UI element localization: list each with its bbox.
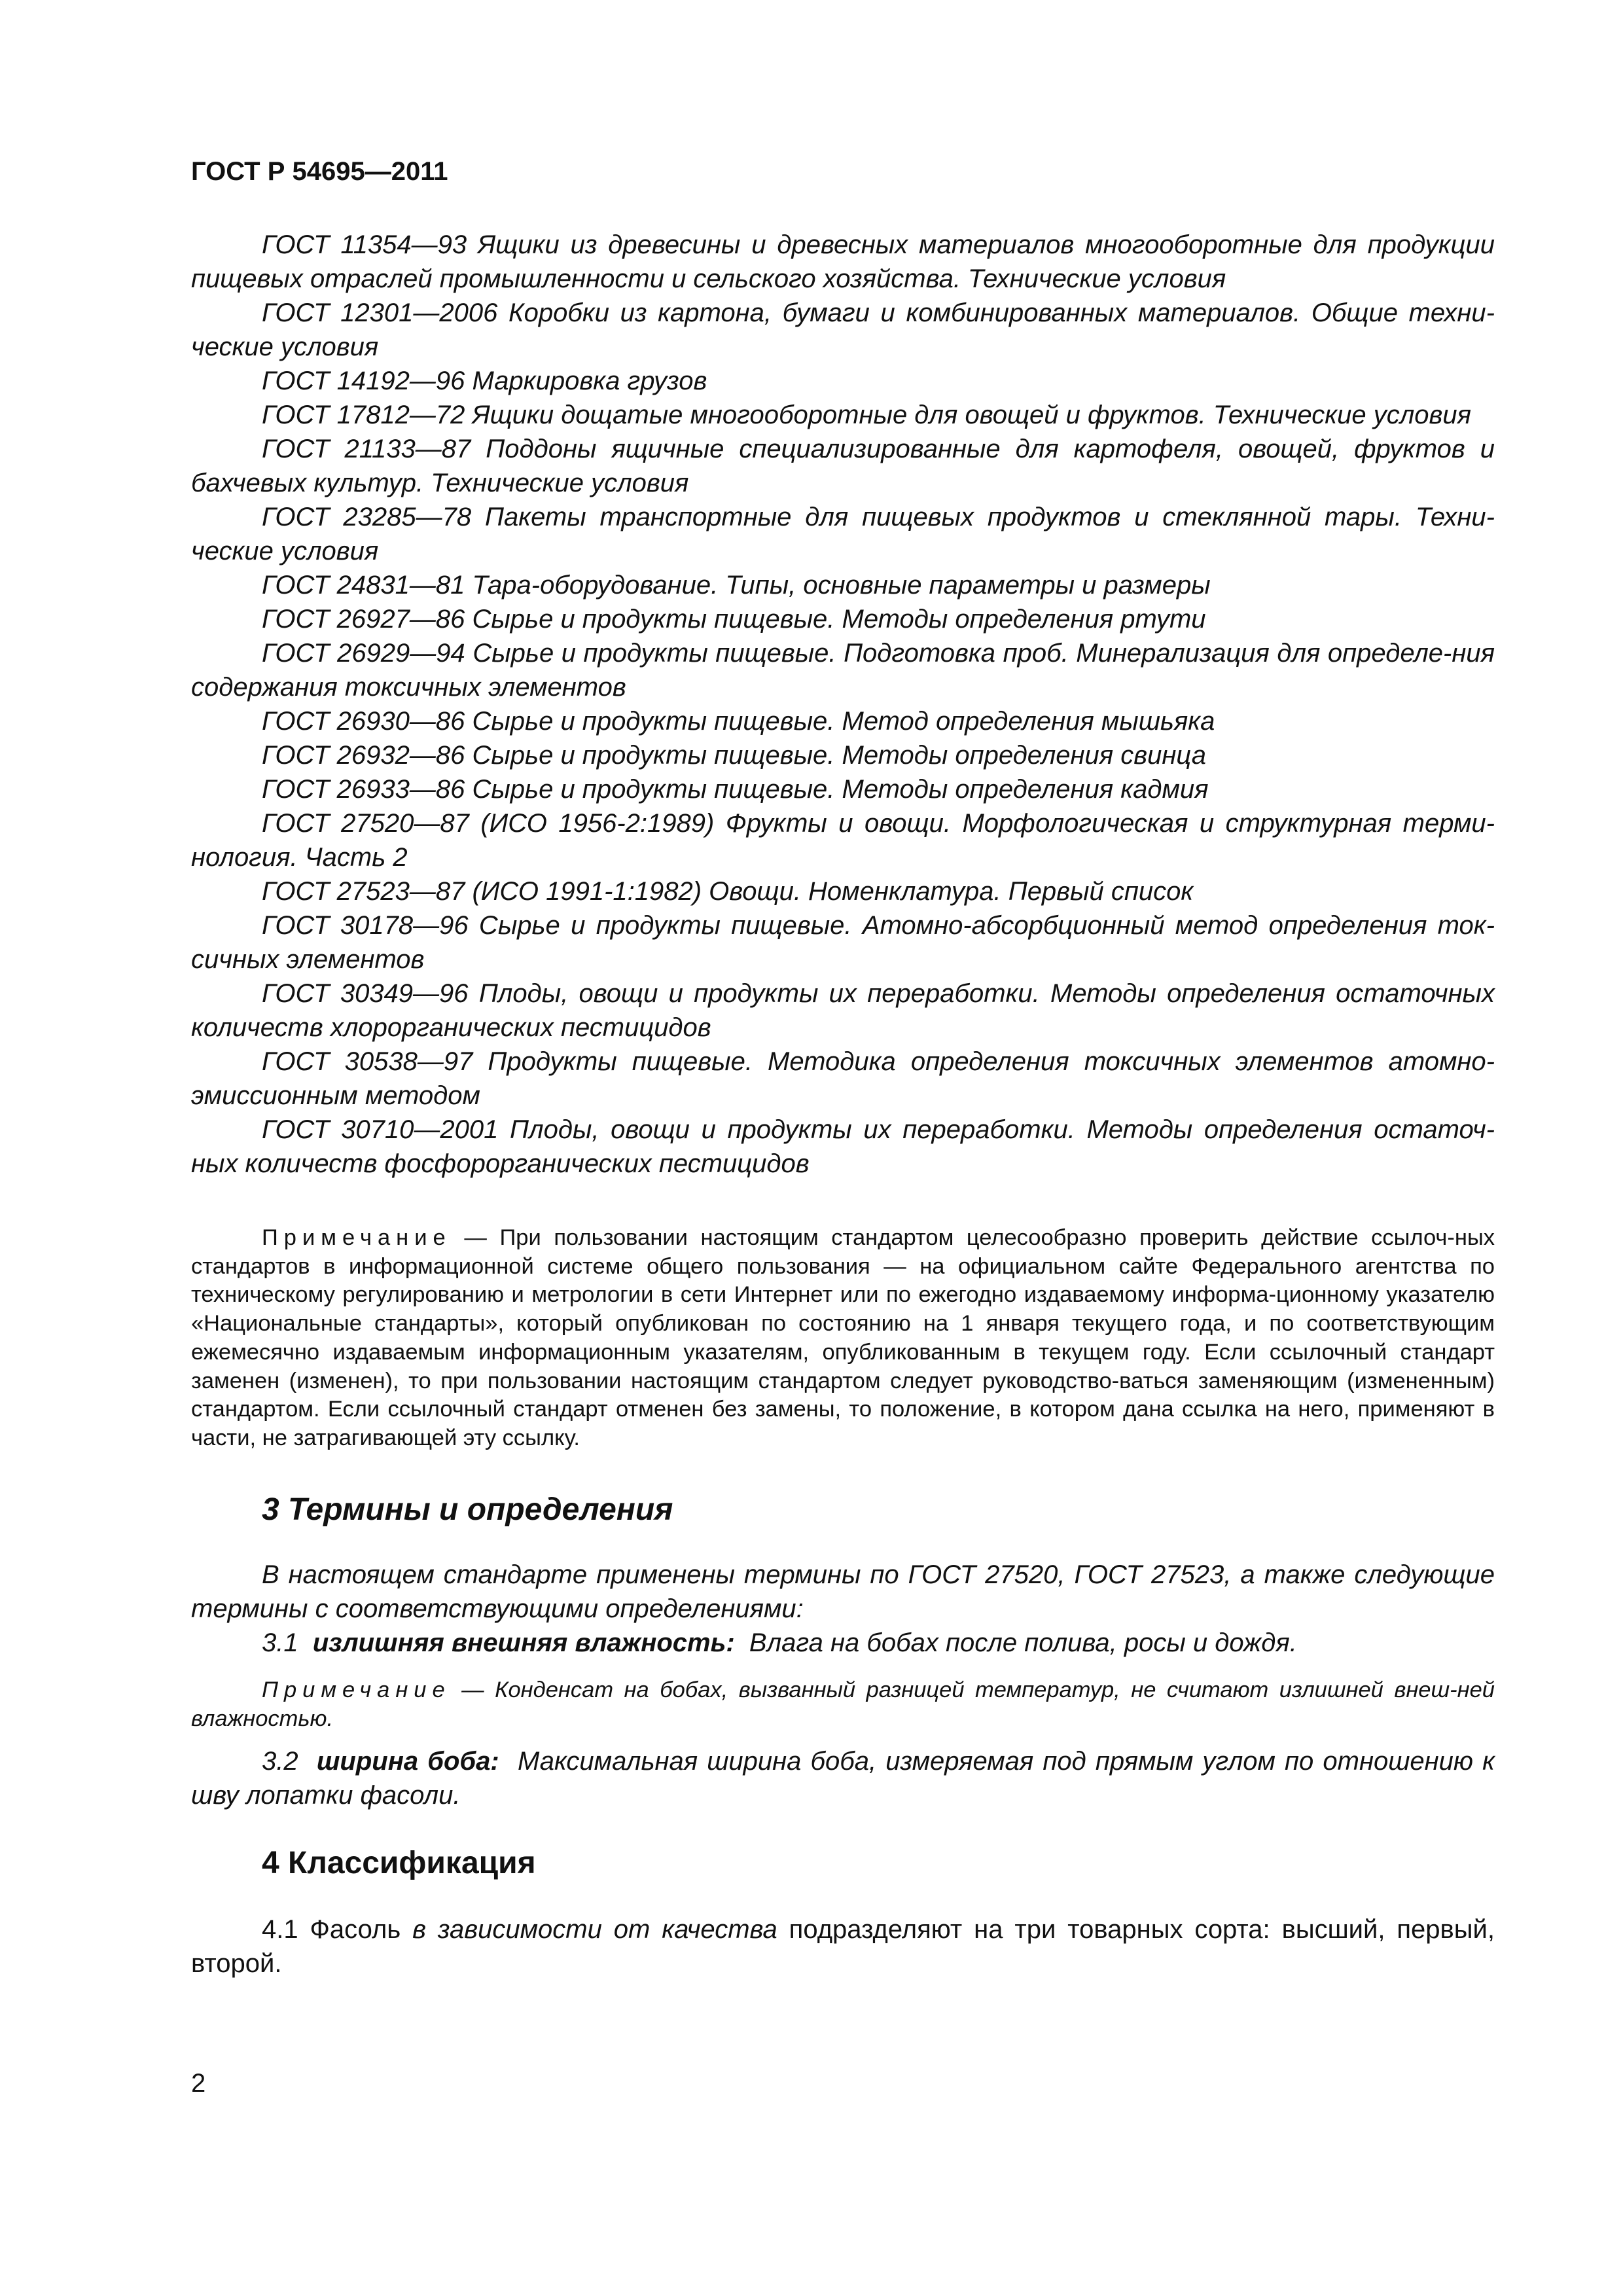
note-text: — Конденсат на бобах, вызванный разницей температур, не считают излишней внеш-ней влажностью. [191, 1677, 1495, 1731]
reference-item: ГОСТ 30538—97 Продукты пищевые. Методика определения токсичных элементов атомно-эмиссионным методом [191, 1047, 1495, 1110]
term-3-2 [191, 1744, 1495, 1812]
section-3-heading: 3 Термины и определения [262, 1492, 673, 1527]
reference-item: ГОСТ 27520—87 (ИСО 1956-2:1989) Фрукты и овощи. Морфологическая и структурная терми-нология. Часть 2 [191, 809, 1495, 872]
term-name: ширина боба: [316, 1747, 499, 1776]
reference-item: ГОСТ 26929—94 Сырье и продукты пищевые. Подготовка проб. Минерализация для определе-ния содержания токсичных элементов [191, 639, 1495, 702]
terms-intro: В настоящем стандарте применены термины по ГОСТ 27520, ГОСТ 27523, а также следующие термины с соответствующими определениями: [191, 1560, 1495, 1623]
reference-item: ГОСТ 17812—72 Ящики дощатые многооборотные для овощей и фруктов. Технические условия [262, 401, 1471, 429]
reference-item: ГОСТ 26933—86 Сырье и продукты пищевые. Методы определения кадмия [262, 775, 1209, 804]
term-number: 3.1 [262, 1628, 298, 1657]
reference-item: ГОСТ 27523—87 (ИСО 1991-1:1982) Овощи. Номенклатура. Первый список [262, 877, 1194, 906]
normative-references-list [191, 228, 1495, 1181]
note-text: — При пользовании настоящим стандартом целесообразно проверить действие ссылоч-ных стандартов в информационной системе общего пользования — на официальном сайте Федерального агентства по техническому регулированию и метрологии в сети Интернет или по ежегодно издаваемому информа-ционному указателю «Национальные стандарты», который опубликован по состоянию на 1 января текущего года, и по соответствующим ежемесячно издаваемым информационным указателям, опубликованным в текущем году. Если ссылочный стандарт заменен (изменен), то при пользовании настоящим стандартом следует руководство-ваться заменяющим (измененным) стандартом. Если ссылочный стандарт отменен без замены, то положение, в котором дана ссылка на него, применяют в части, не затрагивающей эту ссылку. [191, 1225, 1495, 1450]
reference-item: ГОСТ 26927—86 Сырье и продукты пищевые. Методы определения ртути [262, 605, 1206, 634]
term-name: излишняя внешняя влажность: [312, 1628, 735, 1657]
clause-text-italic: в зависимости от качества [412, 1915, 777, 1944]
reference-item: ГОСТ 26932—86 Сырье и продукты пищевые. Методы определения свинца [262, 741, 1206, 770]
document-header: ГОСТ Р 54695—2011 [191, 157, 448, 186]
reference-item: ГОСТ 30178—96 Сырье и продукты пищевые. Атомно-абсорбционный метод определения ток-сичных элементов [191, 911, 1495, 974]
note-label: Примечание [262, 1677, 451, 1702]
reference-item: ГОСТ 26930—86 Сырье и продукты пищевые. Метод определения мышьяка [262, 707, 1215, 736]
reference-item: ГОСТ 14192—96 Маркировка грузов [262, 367, 707, 395]
reference-item: ГОСТ 24831—81 Тара-оборудование. Типы, основные параметры и размеры [262, 571, 1211, 600]
reference-item: ГОСТ 21133—87 Поддоны ящичные специализированные для картофеля, овощей, фруктов и бахчевых культур. Технические условия [191, 435, 1495, 497]
reference-item: ГОСТ 30349—96 Плоды, овощи и продукты их переработки. Методы определения остаточных количеств хлорорганических пестицидов [191, 979, 1495, 1042]
section-4-heading: 4 Классификация [262, 1846, 536, 1880]
term-3-1 [191, 1626, 1495, 1660]
term-number: 3.2 [262, 1747, 298, 1776]
note-label: Примечание [262, 1225, 452, 1250]
reference-item: ГОСТ 12301—2006 Коробки из картона, бумаги и комбинированных материалов. Общие техни-ческие условия [191, 298, 1495, 361]
clause-text-start: 4.1 Фасоль [262, 1915, 401, 1944]
term-definition: Максимальная ширина боба, измеряемая под прямым углом по отношению к шву лопатки фасоли. [191, 1747, 1495, 1810]
clause-text-end: подразделяют на три товарных сорта: высший, первый, второй. [191, 1915, 1495, 1978]
reference-item: ГОСТ 30710—2001 Плоды, овощи и продукты их переработки. Методы определения остаточ-ных количеств фосфорорганических пестицидов [191, 1115, 1495, 1178]
term-definition: Влага на бобах после полива, росы и дождя. [749, 1628, 1297, 1657]
reference-item: ГОСТ 23285—78 Пакеты транспортные для пищевых продуктов и стеклянной тары. Техни-ческие условия [191, 503, 1495, 565]
term-note [191, 1676, 1495, 1733]
reference-item: ГОСТ 11354—93 Ящики из древесины и древесных материалов многооборотные для продукции пищевых отраслей промышленности и сельского хозяйства. Технические условия [191, 230, 1495, 293]
clause-4-1 [191, 1912, 1495, 1981]
references-note [191, 1224, 1495, 1453]
page-number: 2 [191, 2069, 206, 2098]
